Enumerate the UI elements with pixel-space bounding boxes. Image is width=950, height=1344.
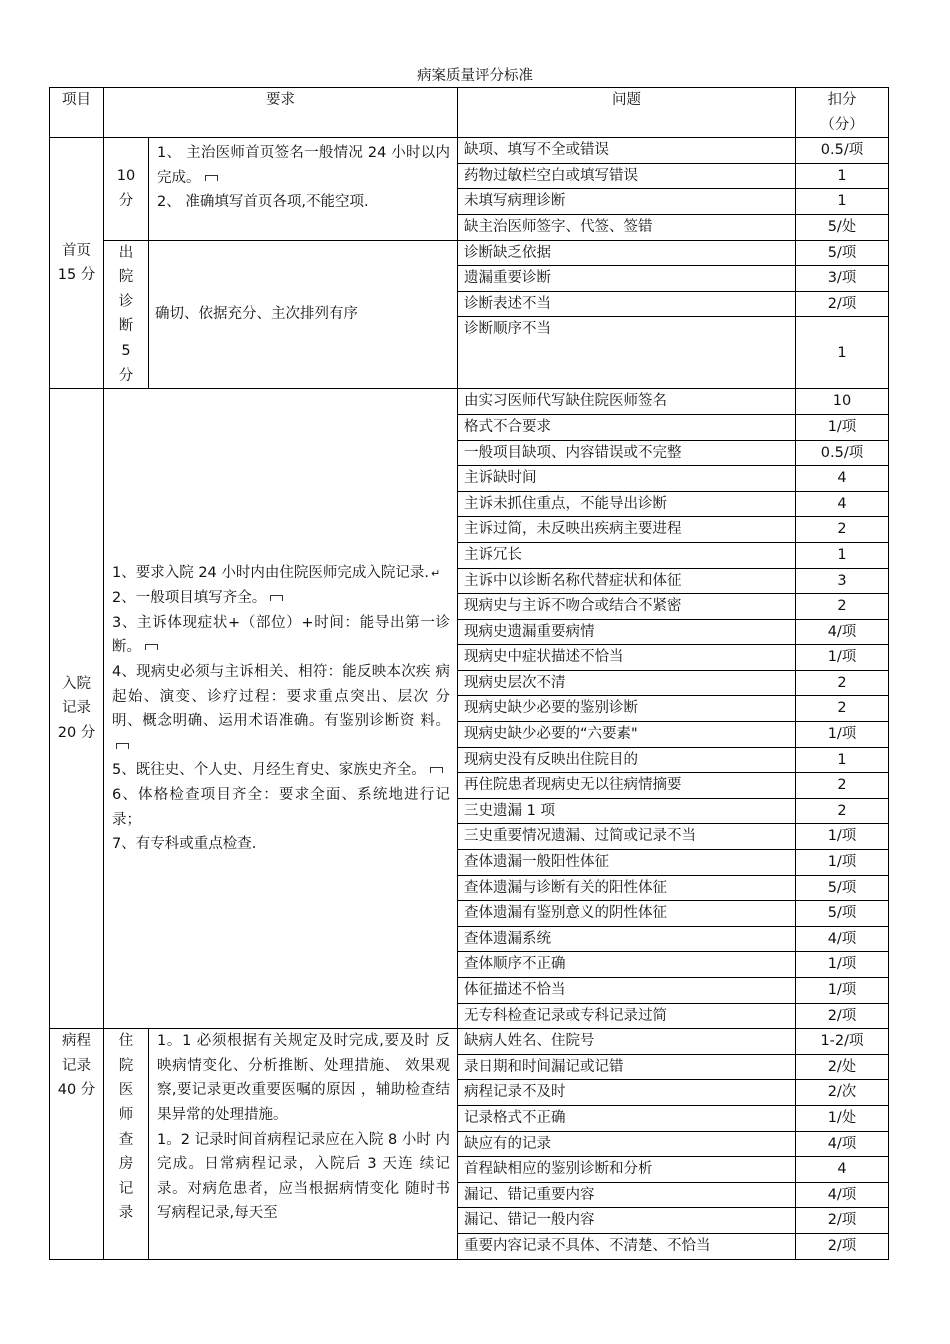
deduction-cell: 4/项 (796, 1182, 889, 1208)
deduction-cell: 5/项 (796, 901, 889, 927)
deduction-cell: 1 (796, 747, 889, 773)
header-deduction: 扣分 （分） (796, 88, 889, 138)
deduction-cell: 1/项 (796, 722, 889, 748)
problem-cell: 缺项、填写不全或错误 (458, 138, 796, 164)
table-row (50, 1029, 889, 1055)
section-label-homepage: 首页 15 分 (50, 138, 104, 389)
subsection-score: 10 分 (104, 138, 149, 240)
problem-cell: 体征描述不恰当 (458, 978, 796, 1004)
deduction-cell: 1/项 (796, 850, 889, 876)
problem-cell: 现病史缺少必要的鉴别诊断 (458, 696, 796, 722)
problem-cell: 查体遗漏与诊断有关的阳性体征 (458, 875, 796, 901)
problem-cell: 遗漏重要诊断 (458, 266, 796, 292)
problem-cell: 漏记、错记重要内容 (458, 1182, 796, 1208)
deduction-cell: 1/处 (796, 1105, 889, 1131)
problem-cell: 录日期和时间漏记或记错 (458, 1054, 796, 1080)
problem-cell: 病程记录不及时 (458, 1080, 796, 1106)
deduction-cell: 2 (796, 798, 889, 824)
deduction-cell: 1-2/项 (796, 1029, 889, 1055)
problem-cell: 三史遗漏 1 项 (458, 798, 796, 824)
problem-cell: 现病史中症状描述不恰当 (458, 645, 796, 671)
deduction-cell: 3/项 (796, 266, 889, 292)
subsection-label-discharge: 出 院 诊 断 5 分 (104, 240, 149, 389)
deduction-cell: 1/项 (796, 414, 889, 440)
section-label-progress: 病程 记录 40 分 (50, 1029, 104, 1259)
deduction-cell: 5/处 (796, 214, 889, 240)
deduction-cell: 0.5/项 (796, 138, 889, 164)
problem-cell: 由实习医师代写缺住院医师签名 (458, 389, 796, 415)
deduction-cell: 4 (796, 466, 889, 492)
section-label-admission: 入院 记录 20 分 (50, 389, 104, 1029)
problem-cell: 诊断表述不当 (458, 291, 796, 317)
deduction-cell: 2 (796, 696, 889, 722)
deduction-cell: 10 (796, 389, 889, 415)
problem-cell: 诊断顺序不当 (458, 317, 796, 389)
problem-cell: 现病史遗漏重要病情 (458, 619, 796, 645)
table-row (50, 240, 889, 266)
requirement-cell: 确切、依据充分、主次排列有序 (149, 240, 458, 389)
problem-cell: 重要内容记录不具体、不清楚、不恰当 (458, 1233, 796, 1259)
deduction-cell: 1 (796, 163, 889, 189)
deduction-cell: 1/项 (796, 952, 889, 978)
deduction-cell: 1/项 (796, 978, 889, 1004)
problem-cell: 查体遗漏系统 (458, 926, 796, 952)
problem-cell: 查体遗漏一般阳性体征 (458, 850, 796, 876)
deduction-cell: 4/项 (796, 619, 889, 645)
header-problem: 问题 (458, 88, 796, 138)
deduction-cell: 1/项 (796, 824, 889, 850)
problem-cell: 主诉过简，未反映出疾病主要进程 (458, 517, 796, 543)
header-requirement: 要求 (104, 88, 458, 138)
header-item: 项目 (50, 88, 104, 138)
deduction-cell: 4 (796, 1157, 889, 1183)
deduction-cell: 1 (796, 542, 889, 568)
problem-cell: 缺主治医师签字、代签、签错 (458, 214, 796, 240)
problem-cell: 首程缺相应的鉴别诊断和分析 (458, 1157, 796, 1183)
problem-cell: 再住院患者现病史无以往病情摘要 (458, 773, 796, 799)
problem-cell: 未填写病理诊断 (458, 189, 796, 215)
page-title: 病案质量评分标准 (417, 68, 533, 84)
table-row (50, 138, 889, 164)
deduction-cell: 2/项 (796, 1208, 889, 1234)
problem-cell: 漏记、错记一般内容 (458, 1208, 796, 1234)
problem-cell: 主诉中以诊断名称代替症状和体征 (458, 568, 796, 594)
problem-cell: 记录格式不正确 (458, 1105, 796, 1131)
problem-cell: 一般项目缺项、内容错误或不完整 (458, 440, 796, 466)
problem-cell: 三史重要情况遗漏、过简或记录不当 (458, 824, 796, 850)
deduction-cell: 4/项 (796, 926, 889, 952)
problem-cell: 查体顺序不正确 (458, 952, 796, 978)
problem-cell: 主诉冗长 (458, 542, 796, 568)
deduction-cell: 0.5/项 (796, 440, 889, 466)
deduction-cell: 2 (796, 594, 889, 620)
problem-cell: 缺应有的记录 (458, 1131, 796, 1157)
deduction-cell: 2 (796, 517, 889, 543)
requirement-cell: 1。1 必须根据有关规定及时完成,要及时 反映病情变化、分析推断、处理措施、 效果观察,要记录更改重要医嘱的原因 ，辅助检查结果异常的处理措施。 1。2 记录时间首病程记录应在入院 8 小时 内完成。日常病程记录，入院后 3 天连 续记录。对病危患者，应当根据病情变化 随时书写病程记录,每天至 (149, 1029, 458, 1259)
deduction-cell: 4/项 (796, 1131, 889, 1157)
problem-cell: 现病史缺少必要的“六要素" (458, 722, 796, 748)
problem-cell: 现病史与主诉不吻合或结合不紧密 (458, 594, 796, 620)
problem-cell: 现病史层次不清 (458, 670, 796, 696)
scoring-table (49, 87, 889, 1260)
deduction-cell: 2/项 (796, 1003, 889, 1029)
requirement-cell: 1、要求入院 24 小时内由住院医师完成入院记录. ↵ 2、一般项目填写齐全。 3、主诉体现症状+（部位）+时间：能导出第一诊断。 4、现病史必须与主诉相关、相符：能反映本次疾 病起始、演变、诊疗过程：要求重点突出、层次 分明、概念明确、运用术语准确。有鉴别诊断资 料。 5、既往史、个人史、月经生育史、家族史齐全。 6、体格检查项目齐全：要求全面、系统地进行记录； 7、有专科或重点检查. (104, 389, 458, 1029)
problem-cell: 无专科检查记录或专科记录过简 (458, 1003, 796, 1029)
deduction-cell: 5/项 (796, 240, 889, 266)
problem-cell: 药物过敏栏空白或填写错误 (458, 163, 796, 189)
deduction-cell: 1 (796, 189, 889, 215)
deduction-cell: 2 (796, 773, 889, 799)
deduction-cell: 2/项 (796, 291, 889, 317)
problem-cell: 现病史没有反映出住院目的 (458, 747, 796, 773)
header-row (50, 88, 889, 138)
deduction-cell: 5/项 (796, 875, 889, 901)
problem-cell: 诊断缺乏依据 (458, 240, 796, 266)
problem-cell: 缺病人姓名、住院号 (458, 1029, 796, 1055)
problem-cell: 主诉未抓住重点，不能导出诊断 (458, 491, 796, 517)
deduction-cell: 3 (796, 568, 889, 594)
deduction-cell: 4 (796, 491, 889, 517)
deduction-cell: 2/次 (796, 1080, 889, 1106)
problem-cell: 格式不合要求 (458, 414, 796, 440)
subsection-label-rounds: 住 院 医 师 查 房 记 录 (104, 1029, 149, 1259)
deduction-cell: 1 (796, 317, 889, 389)
deduction-cell: 1/项 (796, 645, 889, 671)
problem-cell: 查体遗漏有鉴别意义的阴性体征 (458, 901, 796, 927)
requirement-cell: 1、 主治医师首页签名一般情况 24 小时以内完成。 2、 准确填写首页各项,不能空项. (149, 138, 458, 240)
deduction-cell: 2 (796, 670, 889, 696)
deduction-cell: 2/处 (796, 1054, 889, 1080)
table-row (50, 389, 889, 415)
problem-cell: 主诉缺时间 (458, 466, 796, 492)
deduction-cell: 2/项 (796, 1233, 889, 1259)
